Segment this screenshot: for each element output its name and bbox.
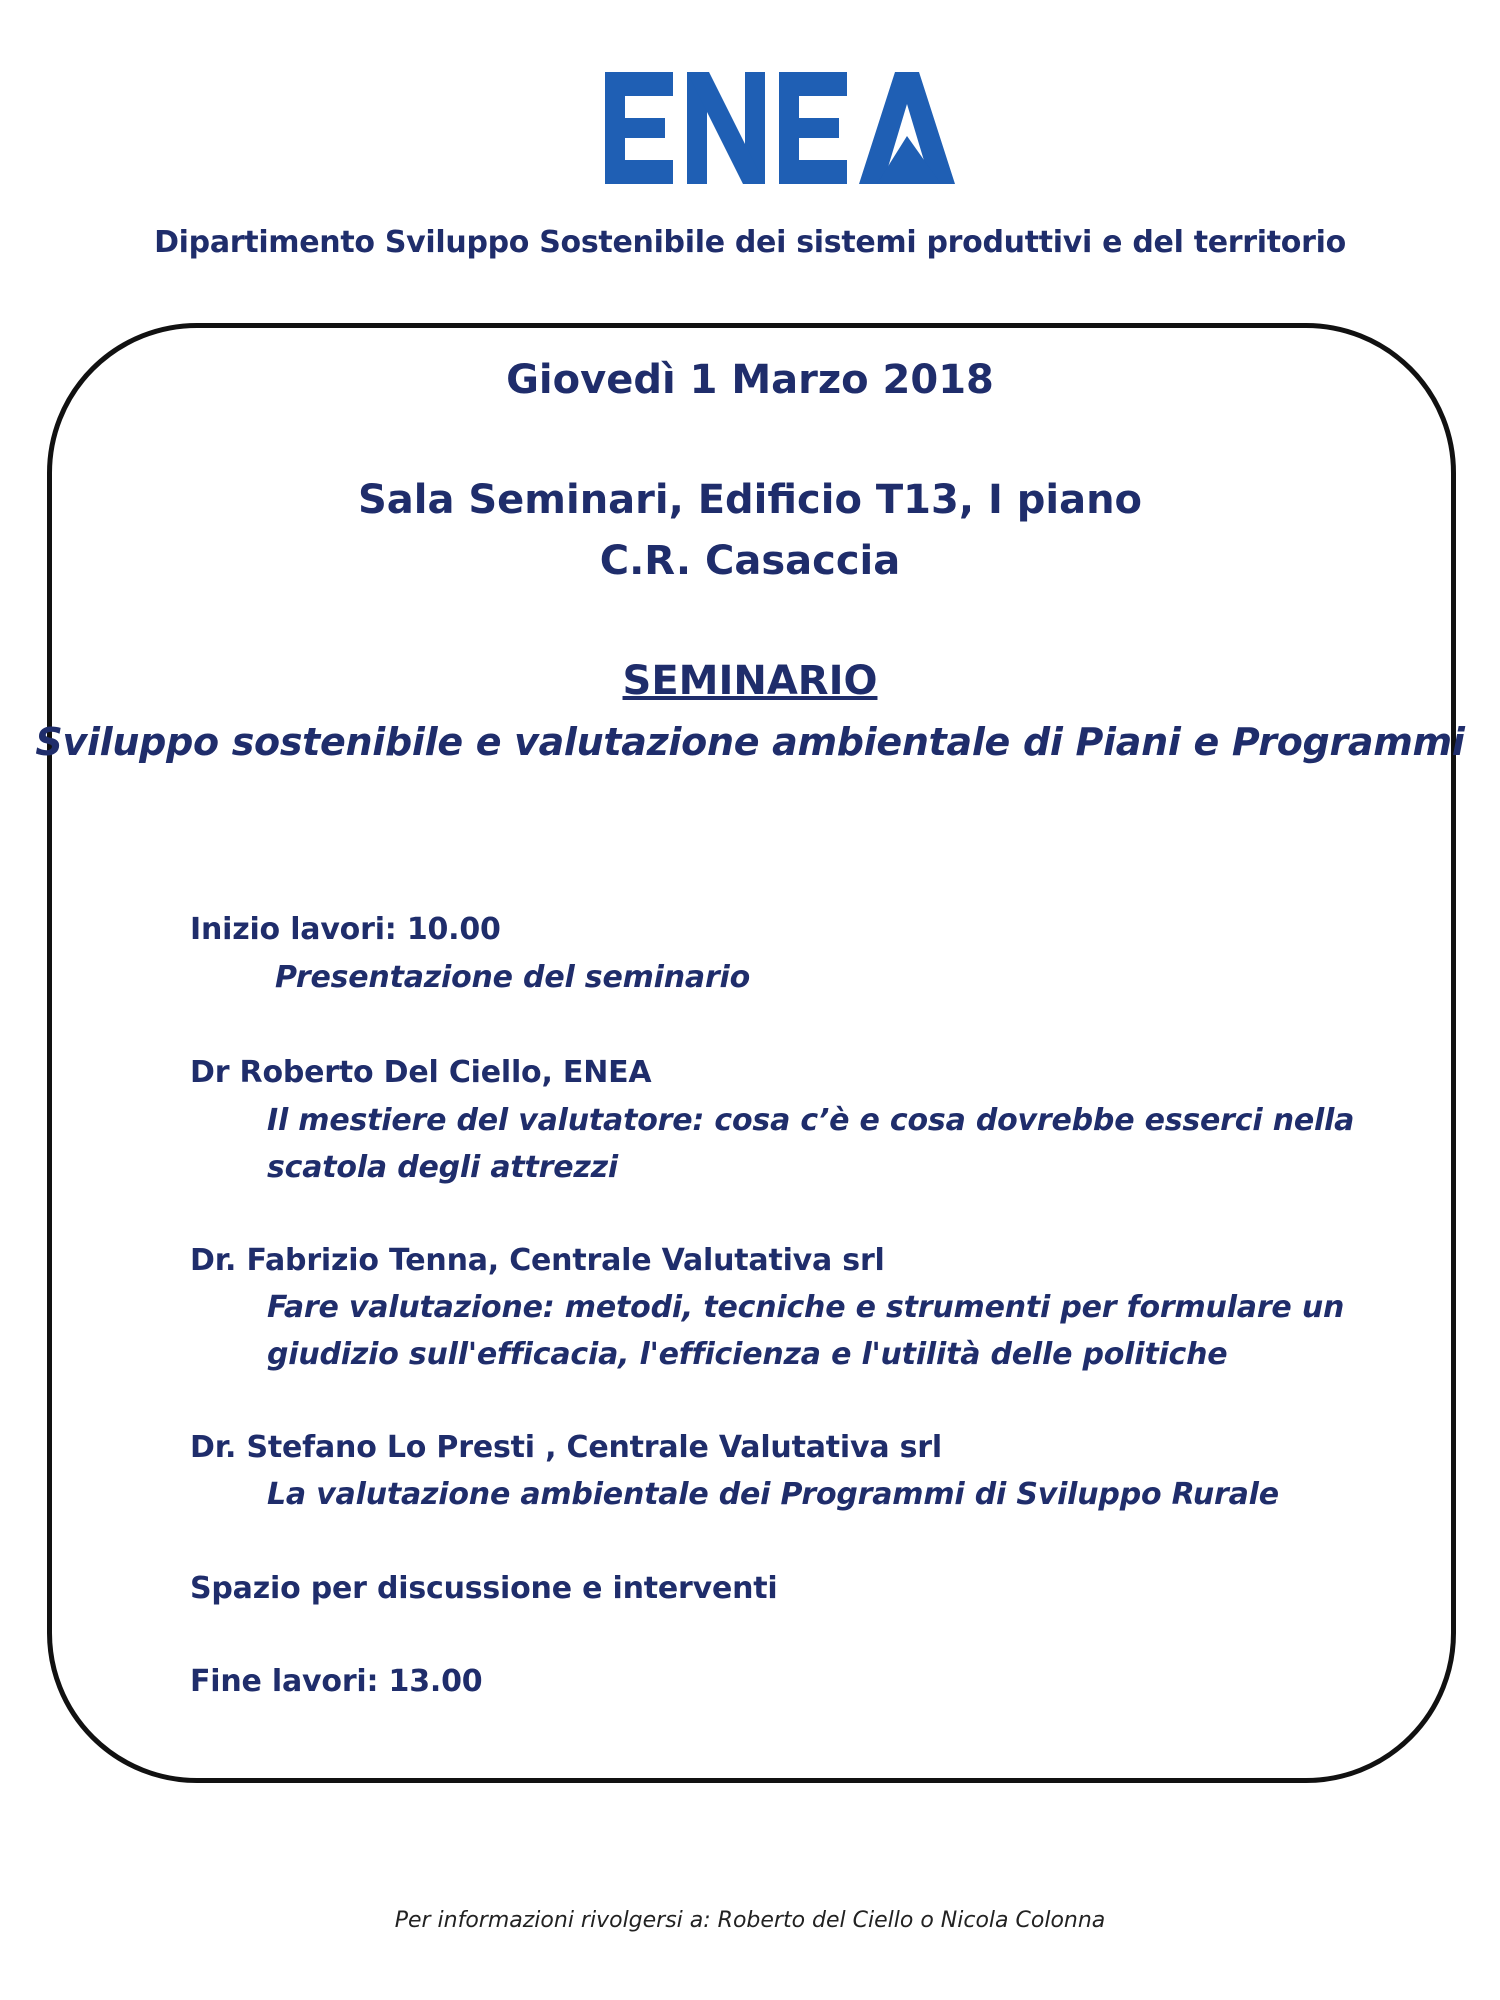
speaker-1: Dr Roberto Del Ciello, ENEA bbox=[190, 1055, 652, 1090]
start-subtitle: Presentazione del seminario bbox=[275, 960, 751, 995]
talk-1-line-1: Il mestiere del valutatore: cosa c’è e cosa dovrebbe esserci nella bbox=[267, 1103, 1355, 1138]
speaker-2: Dr. Fabrizio Tenna, Centrale Valutativa srl bbox=[190, 1243, 885, 1278]
talk-1-line-2: scatola degli attrezzi bbox=[267, 1150, 618, 1185]
venue-line-1: Sala Seminari, Edificio T13, I piano bbox=[357, 477, 1143, 523]
venue-line-2: C.R. Casaccia bbox=[599, 538, 901, 584]
talk-3-line-1: La valutazione ambientale dei Programmi di Sviluppo Rurale bbox=[267, 1477, 1279, 1512]
contact-footer: Per informazioni rivolgersi a: Roberto del Ciello o Nicola Colonna bbox=[394, 1908, 1106, 1933]
discussion-label: Spazio per discussione e interventi bbox=[190, 1571, 778, 1606]
enea-logo bbox=[605, 72, 955, 184]
talk-2-line-2: giudizio sull'efficacia, l'efficienza e l'utilità delle politiche bbox=[267, 1337, 1228, 1372]
speaker-3: Dr. Stefano Lo Presti , Centrale Valutativa srl bbox=[190, 1430, 942, 1465]
start-label: Inizio lavori: 10.00 bbox=[190, 912, 501, 947]
department-title: Dipartimento Sviluppo Sostenibile dei sistemi produttivi e del territorio bbox=[154, 225, 1346, 260]
event-date: Giovedì 1 Marzo 2018 bbox=[506, 357, 994, 403]
seminar-title: Sviluppo sostenibile e valutazione ambientale di Piani e Programmi bbox=[35, 720, 1465, 764]
end-label: Fine lavori: 13.00 bbox=[190, 1664, 483, 1699]
seminar-label: SEMINARIO bbox=[622, 658, 878, 704]
talk-2-line-1: Fare valutazione: metodi, tecniche e strumenti per formulare un bbox=[267, 1290, 1345, 1325]
